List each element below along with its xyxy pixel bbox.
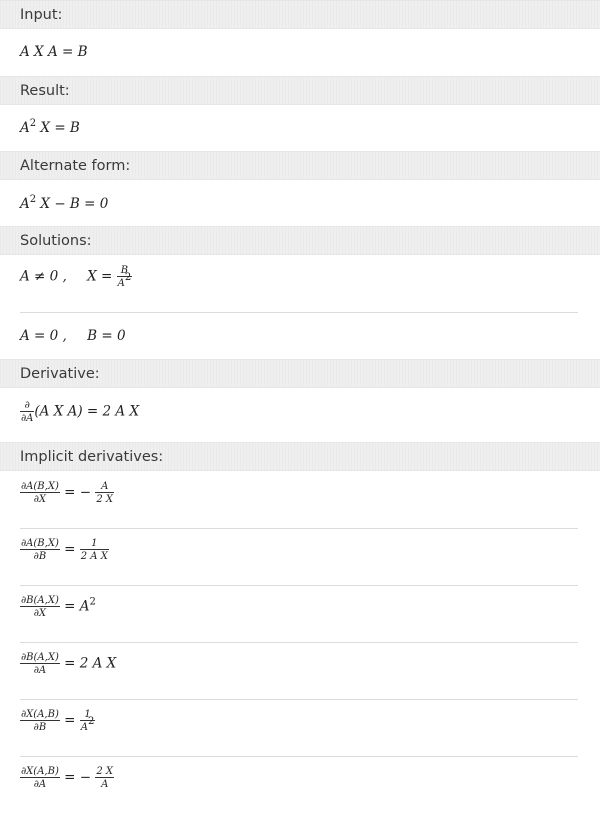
section-title: Solutions: bbox=[20, 232, 92, 249]
implicit-derivative-5: $\frac{\partial X(A,B)}{\partial B}$ = $\frac{1}{A^2}$ bbox=[21, 709, 95, 733]
implicit-derivative-2: $\frac{\partial A(B,X)}{\partial B}$ = $\frac{1}{\text{2 A X}}$ bbox=[21, 538, 108, 562]
result-expression: $A^2$ X = B bbox=[20, 118, 80, 136]
section-title: Input: bbox=[20, 6, 63, 23]
section-header-implicit-derivatives bbox=[0, 442, 600, 471]
implicit-derivative-4: $\frac{\partial B(A,X)}{\partial A}$ = 2 A X bbox=[21, 652, 117, 676]
divider bbox=[20, 642, 578, 643]
section-header-derivative bbox=[0, 359, 600, 388]
divider bbox=[20, 699, 578, 700]
section-header-result bbox=[0, 76, 600, 105]
alternate-form-expression: $A^2$ X − B = 0 bbox=[20, 194, 109, 212]
implicit-derivatives-pod bbox=[0, 471, 600, 814]
implicit-derivative-6: $\frac{\partial X(A,B)}{\partial A}$ = − $\frac{2 X}{A}$ bbox=[21, 766, 114, 790]
section-title: Derivative: bbox=[20, 365, 100, 382]
input-pod bbox=[0, 29, 600, 76]
solution-1: A ≠ 0 , X = $\frac{B}{A^2}$ bbox=[20, 265, 132, 289]
alternate-form-pod bbox=[0, 180, 600, 226]
section-title: Result: bbox=[20, 82, 70, 99]
section-title: Alternate form: bbox=[20, 157, 131, 174]
divider bbox=[20, 312, 578, 313]
solution-2: A = 0 , B = 0 bbox=[20, 328, 126, 344]
section-header-alternate-form bbox=[0, 151, 600, 180]
section-header-input bbox=[0, 0, 600, 29]
result-pod bbox=[0, 105, 600, 151]
derivative-expression: $\frac{\partial}{\partial A}$ (A X A) = 2 A X bbox=[21, 400, 140, 424]
input-expression: A X A = B bbox=[20, 44, 88, 60]
solutions-pod bbox=[0, 255, 600, 359]
derivative-pod bbox=[0, 388, 600, 442]
section-header-solutions bbox=[0, 226, 600, 255]
section-title: Implicit derivatives: bbox=[20, 448, 164, 465]
implicit-derivative-3: $\frac{\partial B(A,X)}{\partial X}$ = $A^2$ bbox=[21, 595, 96, 619]
implicit-derivative-1: $\frac{\partial A(B,X)}{\partial X}$ = − $\frac{A}{2 X}$ bbox=[21, 481, 114, 505]
divider bbox=[20, 585, 578, 586]
solution-1-fraction: $\frac{B}{A^2}$ bbox=[117, 265, 132, 289]
divider bbox=[20, 528, 578, 529]
divider bbox=[20, 756, 578, 757]
